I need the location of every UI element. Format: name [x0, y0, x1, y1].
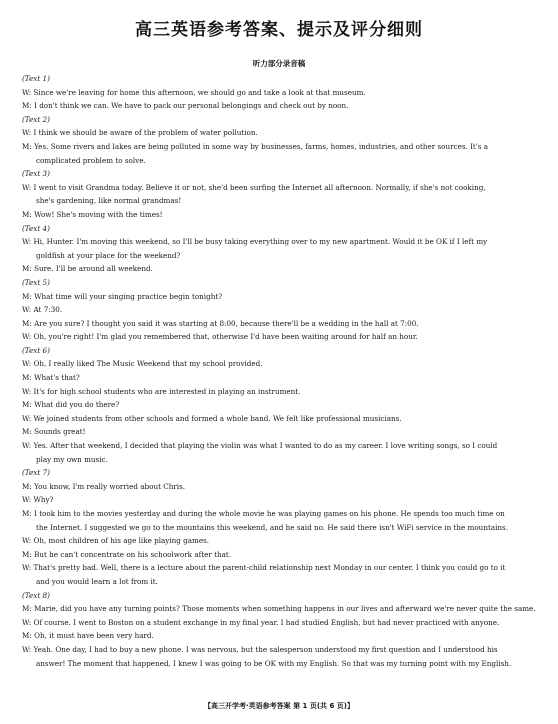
transcript-line: W: Hi, Hunter. I'm moving this weekend, so I'll be busy taking everything over to my new apartment. Would it be OK if I left my [22, 237, 488, 247]
transcript-line: W: Yeah. One day, I had to buy a new phone. I was nervous, but the salesperson understood my first question and I understood his [22, 644, 498, 654]
text-section-label: (Text 8) [22, 590, 50, 600]
transcript-line: M: Wow! She's moving with the times! [22, 209, 163, 219]
transcript-line: answer! The moment that happened, I knew I was going to be OK with my English. So that was my turning point with my English. [36, 658, 512, 668]
transcript-line: M: You know, I'm really worried about Chris. [22, 481, 186, 491]
text-section-label: (Text 2) [22, 114, 50, 124]
transcript-line: complicated problem to solve. [36, 155, 146, 165]
transcript-line: M: Yes. Some rivers and lakes are being polluted in some way by businesses, farms, homes, industries, and other sources. It's a [22, 141, 489, 151]
transcript-line: M: Sure. I'll be around all weekend. [22, 264, 153, 274]
text-section-label: (Text 3) [22, 169, 50, 179]
page-footer: 【高三开学考·英语参考答案 第 1 页(共 6 页)】 [204, 702, 354, 710]
transcript-line: M: What time will your singing practice begin tonight? [22, 291, 223, 301]
text-section-label: (Text 6) [22, 345, 50, 355]
transcript-line: W: Since we're leaving for home this afternoon, we should go and take a look at that museum. [22, 87, 366, 97]
transcript-line: the Internet. I suggested we go to the mountains this weekend, and he said no. He said there isn't WiFi service in the mountains. [36, 522, 509, 532]
transcript-line: W: At 7:30. [22, 305, 63, 315]
transcript-line: M: Sounds great! [22, 427, 86, 437]
listening-transcript [22, 72, 536, 670]
transcript-line: M: Are you sure? I thought you said it was starting at 8:00, because there'll be a wedding in the hall at 7:00. [22, 318, 419, 328]
transcript-line: M: But he can't concentrate on his schoolwork after that. [22, 549, 232, 559]
transcript-line: W: I went to visit Grandma today. Believe it or not, she'd been surfing the Internet all afternoon. Normally, if she's not cooking, [22, 182, 486, 192]
transcript-line: W: Oh, you're right! I'm glad you remembered that, otherwise I'd have been waiting around for half an hour. [22, 332, 418, 342]
transcript-line: W: Yes. After that weekend, I decided that playing the violin was what I wanted to do as my career. I love writing songs, so I could [22, 441, 498, 451]
transcript-line: play my own music. [36, 454, 108, 464]
transcript-line: M: I took him to the movies yesterday and during the whole movie he was playing games on his phone. He spends too much time on [22, 509, 505, 518]
transcript-line: W: Of course. I went to Boston on a student exchange in my final year. I had studied English, but had never practiced with anyone. [22, 617, 500, 627]
section-subtitle: 听力部分录音稿 [252, 59, 306, 68]
transcript-line: W: Why? [22, 495, 54, 505]
transcript-line: M: Marie, did you have any turning points? Those moments when something happens in our lives and afterward we're never quite the same. [22, 604, 536, 614]
text-section-label: (Text 1) [22, 74, 50, 83]
transcript-line: W: We joined students from other schools and formed a whole band. We felt like professional musicians. [22, 413, 402, 423]
transcript-line: W: Oh, I really liked The Music Weekend that my school provided. [22, 359, 263, 369]
text-section-label: (Text 5) [22, 277, 50, 287]
transcript-line: W: Oh, most children of his age like playing games. [22, 536, 210, 546]
page-title: 高三英语参考答案、提示及评分细则 [135, 20, 423, 40]
transcript-line: W: It's for high school students who are interested in playing an instrument. [22, 386, 301, 396]
transcript-line: W: I think we should be aware of the problem of water pollution. [22, 128, 258, 138]
transcript-line: she's gardening, like normal grandmas! [36, 196, 182, 206]
transcript-line: and you would learn a lot from it. [36, 576, 158, 586]
transcript-line: M: What did you do there? [22, 400, 120, 410]
transcript-line: M: What's that? [22, 373, 80, 383]
transcript-line: goldfish at your place for the weekend? [36, 250, 181, 260]
transcript-line: W: That's pretty bad. Well, there is a lecture about the parent-child relationship next Monday in our center. I think you could go to it [22, 563, 506, 573]
text-section-label: (Text 4) [22, 223, 50, 233]
transcript-line: M: Oh, it must have been very hard. [22, 631, 154, 641]
transcript-line: M: I don't think we can. We have to pack our personal belongings and check out by noon. [22, 101, 349, 111]
text-section-label: (Text 7) [22, 468, 50, 478]
